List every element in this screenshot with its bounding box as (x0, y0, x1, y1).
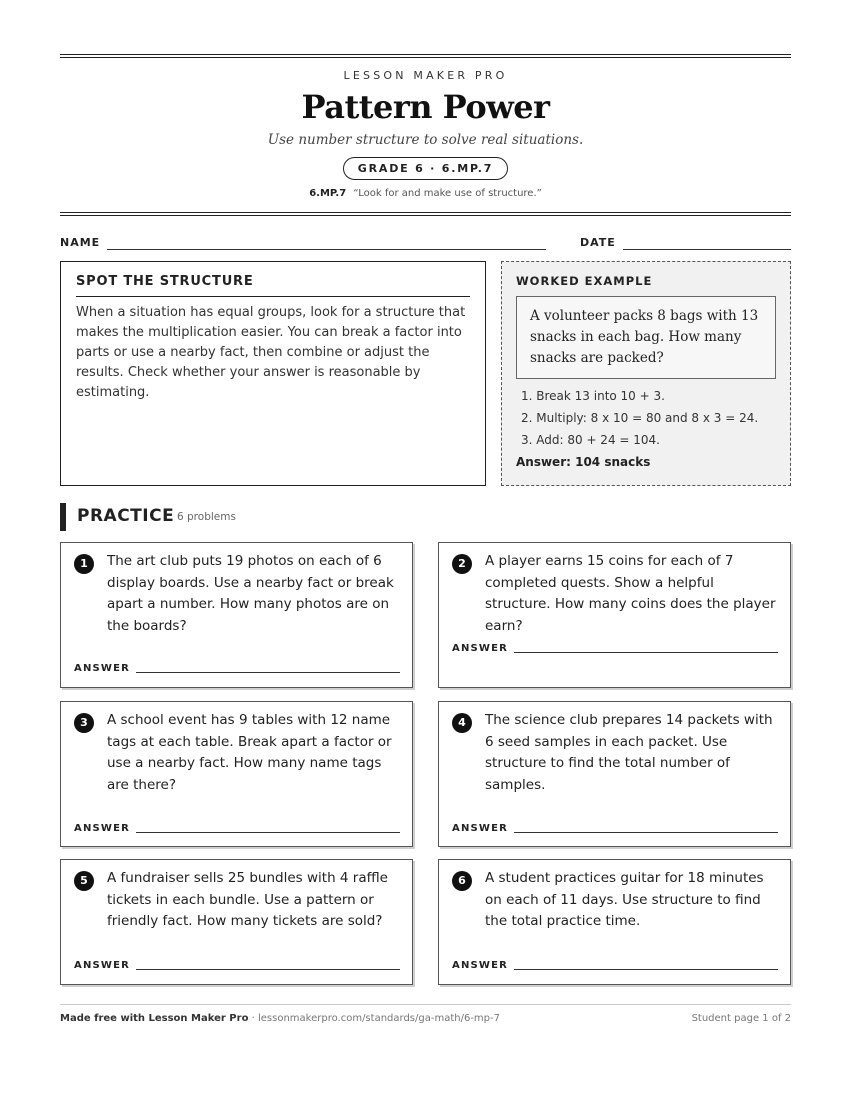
answer-label: ANSWER (452, 960, 509, 971)
answer-field-4[interactable] (514, 832, 778, 833)
name-date-row (60, 228, 791, 260)
problem-number: 4 (452, 713, 472, 733)
problem-card-3 (60, 701, 413, 847)
worked-example-box (501, 261, 791, 486)
worked-step: 1. Break 13 into 10 + 3. (521, 389, 665, 403)
answer-field-5[interactable] (136, 969, 400, 970)
problem-card-2 (438, 542, 791, 688)
problem-number: 3 (74, 713, 94, 733)
standard-code: 6.MP.7 (309, 188, 347, 199)
problem-text: A student practices guitar for 18 minutes on each of 11 days. Use structure to find the total practice time. (485, 870, 764, 929)
problem-text: A fundraiser sells 25 bundles with 4 raffle tickets in each bundle. Use a pattern or friendly fact. How many tickets are sold? (107, 870, 388, 929)
practice-title: PRACTICE (77, 506, 175, 526)
name-label: NAME (60, 236, 101, 249)
page-title: Pattern Power (301, 88, 550, 126)
problem-text: A player earns 15 coins for each of 7 completed quests. Show a helpful structure. How many coins does the player earn? (485, 553, 776, 634)
practice-grid (60, 542, 791, 988)
spot-the-structure-box (60, 261, 486, 486)
brand-name: LESSON MAKER PRO (343, 69, 508, 82)
worked-example-problem: A volunteer packs 8 bags with 13 snacks in each bag. How many snacks are packed? (516, 296, 776, 379)
answer-label: ANSWER (452, 643, 509, 654)
spot-title: SPOT THE STRUCTURE (76, 274, 470, 297)
answer-field-3[interactable] (136, 832, 400, 833)
page-footer (60, 1004, 791, 1024)
worksheet-page (60, 54, 791, 988)
practice-heading (60, 503, 791, 531)
spot-text: When a situation has equal groups, look for a structure that makes the multiplication easier. You can break a factor into parts or use a nearby fact, then combine or adjust the results. Check whether your answer is reasonable by estimating. (76, 305, 466, 400)
problem-card-1 (60, 542, 413, 688)
problem-text: The science club prepares 14 packets with 6 seed samples in each packet. Use structure to find the total number of samples. (485, 712, 773, 793)
worked-example-steps (516, 385, 776, 451)
answer-field-2[interactable] (514, 652, 778, 653)
problem-card-5 (60, 859, 413, 985)
answer-field-6[interactable] (514, 969, 778, 970)
answer-label: ANSWER (74, 823, 131, 834)
worked-example-title: WORKED EXAMPLE (516, 274, 653, 288)
problem-text: The art club puts 19 photos on each of 6 display boards. Use a nearby fact or break apart a number. How many photos are on the boards? (107, 553, 394, 634)
date-field[interactable] (623, 249, 791, 250)
answer-label: ANSWER (74, 960, 131, 971)
page-subtitle: Use number structure to solve real situations. (267, 132, 584, 148)
problem-card-4 (438, 701, 791, 847)
answer-label: ANSWER (74, 663, 131, 674)
name-field[interactable] (107, 249, 546, 250)
date-label: DATE (580, 236, 616, 249)
practice-count: 6 problems (177, 511, 236, 523)
worked-step: 2. Multiply: 8 x 10 = 80 and 8 x 3 = 24. (521, 411, 759, 425)
worked-example-answer: Answer: 104 snacks (516, 455, 651, 469)
intro-section (60, 261, 791, 487)
problem-card-6 (438, 859, 791, 985)
grade-badge: GRADE 6 · 6.MP.7 (343, 157, 508, 180)
header-double-rule (60, 212, 791, 216)
answer-field-1[interactable] (136, 672, 400, 673)
footer-made-with: Made free with Lesson Maker Pro (60, 1013, 249, 1024)
answer-label: ANSWER (452, 823, 509, 834)
standard-line (60, 188, 791, 199)
standard-quote: “Look for and make use of structure.” (353, 188, 542, 199)
problem-number: 2 (452, 554, 472, 574)
problem-number: 5 (74, 871, 94, 891)
problem-number: 1 (74, 554, 94, 574)
problem-text: A school event has 9 tables with 12 name tags at each table. Break apart a factor or use a nearby fact. How many name tags are there? (107, 712, 392, 793)
worked-step: 3. Add: 80 + 24 = 104. (521, 433, 660, 447)
practice-accent-bar (60, 503, 66, 531)
footer-page-number: Student page 1 of 2 (691, 1013, 791, 1024)
footer-url[interactable]: · lessonmakerpro.com/standards/ga-math/6-mp-7 (248, 1013, 500, 1024)
problem-number: 6 (452, 871, 472, 891)
worksheet-header (60, 58, 791, 199)
